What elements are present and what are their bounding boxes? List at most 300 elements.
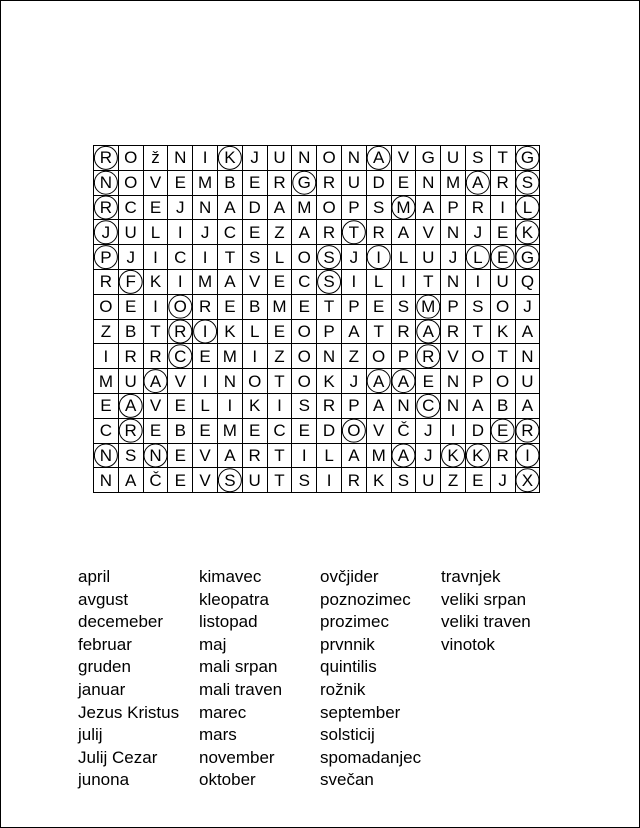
- letter-grid: [93, 145, 540, 493]
- word-item: mars: [199, 725, 237, 745]
- grid-cell[interactable]: G: [416, 146, 441, 171]
- grid-cell[interactable]: R: [490, 443, 515, 468]
- grid-cell[interactable]: Z: [341, 344, 366, 369]
- grid-cell[interactable]: K: [490, 319, 515, 344]
- grid-cell[interactable]: R: [391, 319, 416, 344]
- grid-cell[interactable]: B: [242, 294, 267, 319]
- grid-cell[interactable]: S: [465, 146, 490, 171]
- grid-cell[interactable]: I: [441, 418, 466, 443]
- word-list: [78, 566, 562, 792]
- grid-cell[interactable]: E: [94, 393, 119, 418]
- grid-cell[interactable]: E: [242, 220, 267, 245]
- grid-cell[interactable]: S: [366, 195, 391, 220]
- grid-cell[interactable]: L: [242, 319, 267, 344]
- grid-cell[interactable]: L: [193, 393, 218, 418]
- grid-cell[interactable]: R: [242, 443, 267, 468]
- grid-cell[interactable]: L: [143, 220, 168, 245]
- grid-row: [94, 170, 540, 195]
- grid-cell[interactable]: J: [168, 195, 193, 220]
- grid-cell[interactable]: N: [441, 269, 466, 294]
- grid-cell[interactable]: O: [341, 418, 366, 443]
- grid-cell[interactable]: U: [267, 146, 292, 171]
- grid-cell[interactable]: P: [341, 195, 366, 220]
- grid-cell[interactable]: I: [267, 393, 292, 418]
- grid-cell[interactable]: I: [168, 269, 193, 294]
- grid-cell[interactable]: O: [366, 344, 391, 369]
- grid-cell[interactable]: V: [193, 468, 218, 493]
- grid-row: [94, 468, 540, 493]
- grid-cell[interactable]: T: [366, 319, 391, 344]
- grid-cell[interactable]: U: [490, 269, 515, 294]
- grid-cell[interactable]: M: [441, 170, 466, 195]
- grid-cell[interactable]: N: [317, 344, 342, 369]
- grid-cell[interactable]: N: [515, 344, 540, 369]
- grid-cell[interactable]: G: [292, 170, 317, 195]
- grid-cell[interactable]: J: [490, 468, 515, 493]
- word-item: april: [78, 567, 111, 586]
- grid-cell[interactable]: ž: [143, 146, 168, 171]
- grid-cell[interactable]: E: [267, 319, 292, 344]
- grid-cell[interactable]: R: [267, 170, 292, 195]
- word-item: avgust: [78, 589, 129, 609]
- grid-cell[interactable]: L: [391, 245, 416, 270]
- grid-cell[interactable]: C: [168, 344, 193, 369]
- grid-cell[interactable]: A: [366, 146, 391, 171]
- grid-cell[interactable]: S: [242, 245, 267, 270]
- grid-cell[interactable]: I: [193, 319, 218, 344]
- word-item: veliki traven: [441, 612, 531, 632]
- grid-cell[interactable]: E: [217, 294, 242, 319]
- grid-cell[interactable]: M: [391, 195, 416, 220]
- grid-cell[interactable]: I: [217, 393, 242, 418]
- word-column: [199, 566, 320, 792]
- grid-cell[interactable]: K: [441, 443, 466, 468]
- grid-cell[interactable]: U: [118, 369, 143, 394]
- word-item: junona: [78, 770, 130, 790]
- grid-cell[interactable]: S: [118, 443, 143, 468]
- grid-cell[interactable]: T: [143, 319, 168, 344]
- grid-cell[interactable]: E: [242, 170, 267, 195]
- grid-cell[interactable]: M: [193, 170, 218, 195]
- grid-cell[interactable]: N: [441, 393, 466, 418]
- grid-cell[interactable]: N: [292, 146, 317, 171]
- grid-cell[interactable]: I: [515, 443, 540, 468]
- word-item: januar: [78, 679, 126, 699]
- grid-cell[interactable]: A: [341, 443, 366, 468]
- grid-cell[interactable]: J: [94, 220, 119, 245]
- grid-cell[interactable]: E: [292, 418, 317, 443]
- grid-cell[interactable]: R: [317, 220, 342, 245]
- grid-cell[interactable]: O: [292, 245, 317, 270]
- grid-cell[interactable]: T: [217, 245, 242, 270]
- grid-cell[interactable]: S: [292, 468, 317, 493]
- grid-cell[interactable]: Q: [515, 269, 540, 294]
- grid-cell[interactable]: K: [217, 319, 242, 344]
- word-item: marec: [199, 702, 247, 722]
- grid-cell[interactable]: I: [193, 369, 218, 394]
- grid-cell[interactable]: N: [94, 468, 119, 493]
- grid-cell[interactable]: N: [441, 369, 466, 394]
- grid-cell[interactable]: C: [118, 195, 143, 220]
- grid-cell[interactable]: U: [416, 468, 441, 493]
- grid-cell[interactable]: E: [143, 195, 168, 220]
- word-item: ovčjider: [320, 567, 379, 586]
- grid-cell[interactable]: R: [317, 170, 342, 195]
- grid-cell[interactable]: I: [143, 294, 168, 319]
- grid-cell[interactable]: N: [441, 220, 466, 245]
- grid-cell[interactable]: I: [341, 269, 366, 294]
- grid-cell[interactable]: D: [317, 418, 342, 443]
- grid-cell[interactable]: A: [366, 393, 391, 418]
- grid-cell[interactable]: O: [242, 369, 267, 394]
- grid-cell[interactable]: A: [267, 195, 292, 220]
- word-item: gruden: [78, 657, 131, 677]
- grid-cell[interactable]: E: [490, 245, 515, 270]
- grid-cell[interactable]: A: [515, 319, 540, 344]
- grid-cell[interactable]: L: [465, 245, 490, 270]
- word-item: mali traven: [199, 679, 283, 699]
- grid-cell[interactable]: R: [168, 319, 193, 344]
- grid-cell[interactable]: P: [94, 245, 119, 270]
- grid-cell[interactable]: P: [441, 195, 466, 220]
- grid-cell[interactable]: C: [217, 220, 242, 245]
- grid-row: [94, 269, 540, 294]
- grid-cell[interactable]: K: [143, 269, 168, 294]
- grid-cell[interactable]: O: [118, 146, 143, 171]
- grid-cell[interactable]: O: [317, 146, 342, 171]
- grid-cell[interactable]: A: [515, 393, 540, 418]
- grid-cell[interactable]: I: [168, 220, 193, 245]
- word-item: prozimec: [320, 612, 389, 632]
- grid-cell[interactable]: M: [217, 344, 242, 369]
- grid-cell[interactable]: B: [490, 393, 515, 418]
- grid-cell[interactable]: V: [441, 344, 466, 369]
- grid-cell[interactable]: D: [465, 418, 490, 443]
- grid-cell[interactable]: T: [490, 146, 515, 171]
- grid-cell[interactable]: C: [416, 393, 441, 418]
- grid-cell[interactable]: K: [217, 146, 242, 171]
- grid-cell[interactable]: D: [242, 195, 267, 220]
- grid-cell[interactable]: O: [168, 294, 193, 319]
- grid-cell[interactable]: Z: [441, 468, 466, 493]
- grid-cell[interactable]: I: [366, 245, 391, 270]
- grid-cell[interactable]: P: [317, 319, 342, 344]
- grid-cell[interactable]: A: [118, 468, 143, 493]
- grid-cell[interactable]: N: [341, 146, 366, 171]
- grid-cell[interactable]: V: [366, 418, 391, 443]
- grid-cell[interactable]: G: [515, 146, 540, 171]
- word-item: november: [199, 747, 275, 767]
- grid-cell[interactable]: M: [94, 369, 119, 394]
- grid-cell[interactable]: E: [366, 294, 391, 319]
- grid-cell[interactable]: U: [416, 245, 441, 270]
- grid-cell[interactable]: I: [242, 344, 267, 369]
- grid-cell[interactable]: A: [217, 195, 242, 220]
- grid-row: [94, 294, 540, 319]
- puzzle-grid: [93, 145, 540, 493]
- grid-cell[interactable]: M: [416, 294, 441, 319]
- grid-cell[interactable]: A: [292, 220, 317, 245]
- grid-cell[interactable]: E: [118, 294, 143, 319]
- grid-cell[interactable]: V: [143, 393, 168, 418]
- grid-cell[interactable]: K: [242, 393, 267, 418]
- grid-cell[interactable]: E: [242, 418, 267, 443]
- word-item: spomadanjec: [320, 747, 422, 767]
- grid-cell[interactable]: T: [465, 319, 490, 344]
- grid-cell[interactable]: P: [341, 294, 366, 319]
- grid-cell[interactable]: K: [317, 369, 342, 394]
- grid-row: [94, 195, 540, 220]
- grid-cell[interactable]: N: [391, 393, 416, 418]
- grid-cell[interactable]: X: [515, 468, 540, 493]
- grid-cell[interactable]: A: [391, 443, 416, 468]
- grid-cell[interactable]: T: [267, 468, 292, 493]
- grid-cell[interactable]: S: [217, 468, 242, 493]
- grid-cell[interactable]: E: [465, 468, 490, 493]
- grid-cell[interactable]: M: [292, 195, 317, 220]
- grid-cell[interactable]: N: [193, 195, 218, 220]
- grid-cell[interactable]: E: [391, 170, 416, 195]
- grid-cell[interactable]: B: [168, 418, 193, 443]
- grid-cell[interactable]: J: [441, 245, 466, 270]
- grid-cell[interactable]: E: [292, 294, 317, 319]
- grid-cell[interactable]: U: [341, 170, 366, 195]
- grid-cell[interactable]: R: [94, 269, 119, 294]
- grid-cell[interactable]: O: [317, 195, 342, 220]
- grid-cell[interactable]: P: [391, 344, 416, 369]
- word-item: prvnnik: [320, 634, 375, 654]
- grid-cell[interactable]: G: [515, 245, 540, 270]
- grid-row: [94, 245, 540, 270]
- grid-row: [94, 443, 540, 468]
- grid-cell[interactable]: L: [515, 195, 540, 220]
- grid-cell[interactable]: A: [143, 369, 168, 394]
- grid-cell[interactable]: F: [118, 269, 143, 294]
- grid-cell[interactable]: J: [118, 245, 143, 270]
- grid-row: [94, 220, 540, 245]
- grid-cell[interactable]: J: [341, 245, 366, 270]
- grid-cell[interactable]: R: [193, 294, 218, 319]
- grid-cell[interactable]: A: [465, 393, 490, 418]
- grid-cell[interactable]: D: [366, 170, 391, 195]
- grid-cell[interactable]: B: [118, 319, 143, 344]
- grid-cell[interactable]: L: [267, 245, 292, 270]
- grid-cell[interactable]: R: [341, 468, 366, 493]
- word-item: rožnik: [320, 679, 366, 699]
- word-item: listopad: [199, 612, 258, 632]
- word-item: september: [320, 702, 401, 722]
- word-item: veliki srpan: [441, 589, 527, 609]
- grid-cell[interactable]: R: [317, 393, 342, 418]
- grid-cell[interactable]: Z: [267, 220, 292, 245]
- grid-cell[interactable]: M: [366, 443, 391, 468]
- grid-cell[interactable]: R: [441, 319, 466, 344]
- grid-cell[interactable]: R: [515, 418, 540, 443]
- grid-cell[interactable]: K: [366, 468, 391, 493]
- grid-cell[interactable]: P: [441, 294, 466, 319]
- grid-cell[interactable]: M: [193, 269, 218, 294]
- word-item: februar: [78, 634, 132, 654]
- grid-cell[interactable]: E: [490, 220, 515, 245]
- grid-cell[interactable]: T: [317, 294, 342, 319]
- word-item: svečan: [320, 770, 374, 790]
- grid-cell[interactable]: T: [341, 220, 366, 245]
- grid-cell[interactable]: U: [515, 369, 540, 394]
- grid-cell[interactable]: V: [168, 369, 193, 394]
- grid-cell[interactable]: N: [94, 170, 119, 195]
- grid-cell[interactable]: J: [416, 443, 441, 468]
- grid-cell[interactable]: R: [94, 146, 119, 171]
- grid-cell[interactable]: T: [490, 344, 515, 369]
- grid-cell[interactable]: U: [242, 468, 267, 493]
- grid-cell[interactable]: I: [94, 344, 119, 369]
- grid-cell[interactable]: C: [292, 269, 317, 294]
- grid-cell[interactable]: J: [341, 369, 366, 394]
- grid-cell[interactable]: A: [217, 443, 242, 468]
- grid-cell[interactable]: A: [217, 269, 242, 294]
- grid-cell[interactable]: A: [465, 170, 490, 195]
- grid-cell[interactable]: P: [465, 369, 490, 394]
- grid-cell[interactable]: O: [94, 294, 119, 319]
- grid-cell[interactable]: S: [317, 245, 342, 270]
- grid-cell[interactable]: N: [168, 146, 193, 171]
- grid-cell[interactable]: Č: [143, 468, 168, 493]
- grid-cell[interactable]: E: [168, 443, 193, 468]
- grid-cell[interactable]: I: [490, 195, 515, 220]
- grid-cell[interactable]: E: [168, 170, 193, 195]
- grid-cell[interactable]: R: [94, 195, 119, 220]
- grid-cell[interactable]: O: [490, 369, 515, 394]
- grid-cell[interactable]: C: [94, 418, 119, 443]
- grid-cell[interactable]: T: [267, 369, 292, 394]
- grid-cell[interactable]: P: [341, 393, 366, 418]
- grid-cell[interactable]: A: [366, 369, 391, 394]
- grid-cell[interactable]: S: [391, 294, 416, 319]
- word-item: Julij Cezar: [78, 747, 158, 767]
- grid-cell[interactable]: I: [193, 245, 218, 270]
- grid-cell[interactable]: J: [515, 294, 540, 319]
- grid-cell[interactable]: S: [317, 269, 342, 294]
- grid-cell[interactable]: R: [118, 418, 143, 443]
- grid-cell[interactable]: I: [317, 468, 342, 493]
- word-item: kleopatra: [199, 589, 269, 609]
- grid-cell[interactable]: A: [416, 319, 441, 344]
- grid-cell[interactable]: E: [168, 393, 193, 418]
- grid-cell[interactable]: R: [118, 344, 143, 369]
- grid-cell[interactable]: T: [416, 269, 441, 294]
- word-item: travnjek: [441, 567, 501, 586]
- grid-cell[interactable]: I: [391, 269, 416, 294]
- grid-row: [94, 418, 540, 443]
- grid-cell[interactable]: N: [217, 369, 242, 394]
- grid-cell[interactable]: O: [292, 369, 317, 394]
- grid-cell[interactable]: N: [94, 443, 119, 468]
- word-item: poznozimec: [320, 589, 411, 609]
- grid-cell[interactable]: E: [193, 344, 218, 369]
- grid-cell[interactable]: J: [193, 220, 218, 245]
- grid-cell[interactable]: A: [341, 319, 366, 344]
- grid-cell[interactable]: U: [118, 220, 143, 245]
- grid-cell[interactable]: B: [217, 170, 242, 195]
- grid-cell[interactable]: J: [242, 146, 267, 171]
- grid-cell[interactable]: C: [267, 418, 292, 443]
- grid-cell[interactable]: I: [193, 146, 218, 171]
- grid-cell[interactable]: I: [143, 245, 168, 270]
- word-item: vinotok: [441, 634, 495, 654]
- grid-cell[interactable]: I: [465, 269, 490, 294]
- grid-row: [94, 369, 540, 394]
- grid-cell[interactable]: O: [465, 344, 490, 369]
- grid-cell[interactable]: R: [490, 170, 515, 195]
- word-item: mali srpan: [199, 657, 278, 677]
- grid-cell[interactable]: S: [391, 468, 416, 493]
- grid-cell[interactable]: K: [515, 220, 540, 245]
- word-item: julij: [78, 725, 103, 745]
- grid-cell[interactable]: V: [242, 269, 267, 294]
- grid-cell[interactable]: A: [118, 393, 143, 418]
- grid-cell[interactable]: E: [168, 468, 193, 493]
- grid-cell[interactable]: V: [193, 443, 218, 468]
- grid-cell[interactable]: O: [118, 170, 143, 195]
- word-item: solsticij: [320, 725, 375, 745]
- grid-cell[interactable]: V: [416, 220, 441, 245]
- grid-cell[interactable]: R: [366, 220, 391, 245]
- grid-cell[interactable]: M: [267, 294, 292, 319]
- grid-cell[interactable]: L: [366, 269, 391, 294]
- grid-cell[interactable]: K: [465, 443, 490, 468]
- grid-cell[interactable]: M: [217, 418, 242, 443]
- grid-cell[interactable]: L: [317, 443, 342, 468]
- grid-cell[interactable]: Č: [391, 418, 416, 443]
- grid-cell[interactable]: A: [391, 220, 416, 245]
- grid-cell[interactable]: E: [416, 369, 441, 394]
- grid-cell[interactable]: R: [143, 344, 168, 369]
- grid-cell[interactable]: V: [143, 170, 168, 195]
- grid-cell[interactable]: S: [292, 393, 317, 418]
- grid-cell[interactable]: E: [193, 418, 218, 443]
- grid-cell[interactable]: E: [267, 269, 292, 294]
- grid-row: [94, 393, 540, 418]
- grid-cell[interactable]: N: [416, 170, 441, 195]
- grid-cell[interactable]: T: [267, 443, 292, 468]
- word-column: [441, 566, 562, 792]
- grid-cell[interactable]: I: [292, 443, 317, 468]
- grid-cell[interactable]: Z: [267, 344, 292, 369]
- grid-cell[interactable]: O: [490, 294, 515, 319]
- grid-cell[interactable]: R: [465, 195, 490, 220]
- grid-cell[interactable]: E: [490, 418, 515, 443]
- grid-cell[interactable]: S: [465, 294, 490, 319]
- grid-cell[interactable]: E: [143, 418, 168, 443]
- word-item: maj: [199, 634, 227, 654]
- grid-cell[interactable]: R: [416, 344, 441, 369]
- grid-cell[interactable]: O: [292, 319, 317, 344]
- grid-cell[interactable]: U: [441, 146, 466, 171]
- grid-cell[interactable]: V: [391, 146, 416, 171]
- grid-cell[interactable]: O: [292, 344, 317, 369]
- grid-cell[interactable]: S: [515, 170, 540, 195]
- grid-cell[interactable]: J: [465, 220, 490, 245]
- grid-cell[interactable]: C: [168, 245, 193, 270]
- word-column: [78, 566, 199, 792]
- grid-row: [94, 146, 540, 171]
- grid-row: [94, 344, 540, 369]
- grid-cell[interactable]: J: [416, 418, 441, 443]
- grid-cell[interactable]: A: [416, 195, 441, 220]
- grid-cell[interactable]: N: [143, 443, 168, 468]
- grid-cell[interactable]: A: [391, 369, 416, 394]
- grid-cell[interactable]: Z: [94, 319, 119, 344]
